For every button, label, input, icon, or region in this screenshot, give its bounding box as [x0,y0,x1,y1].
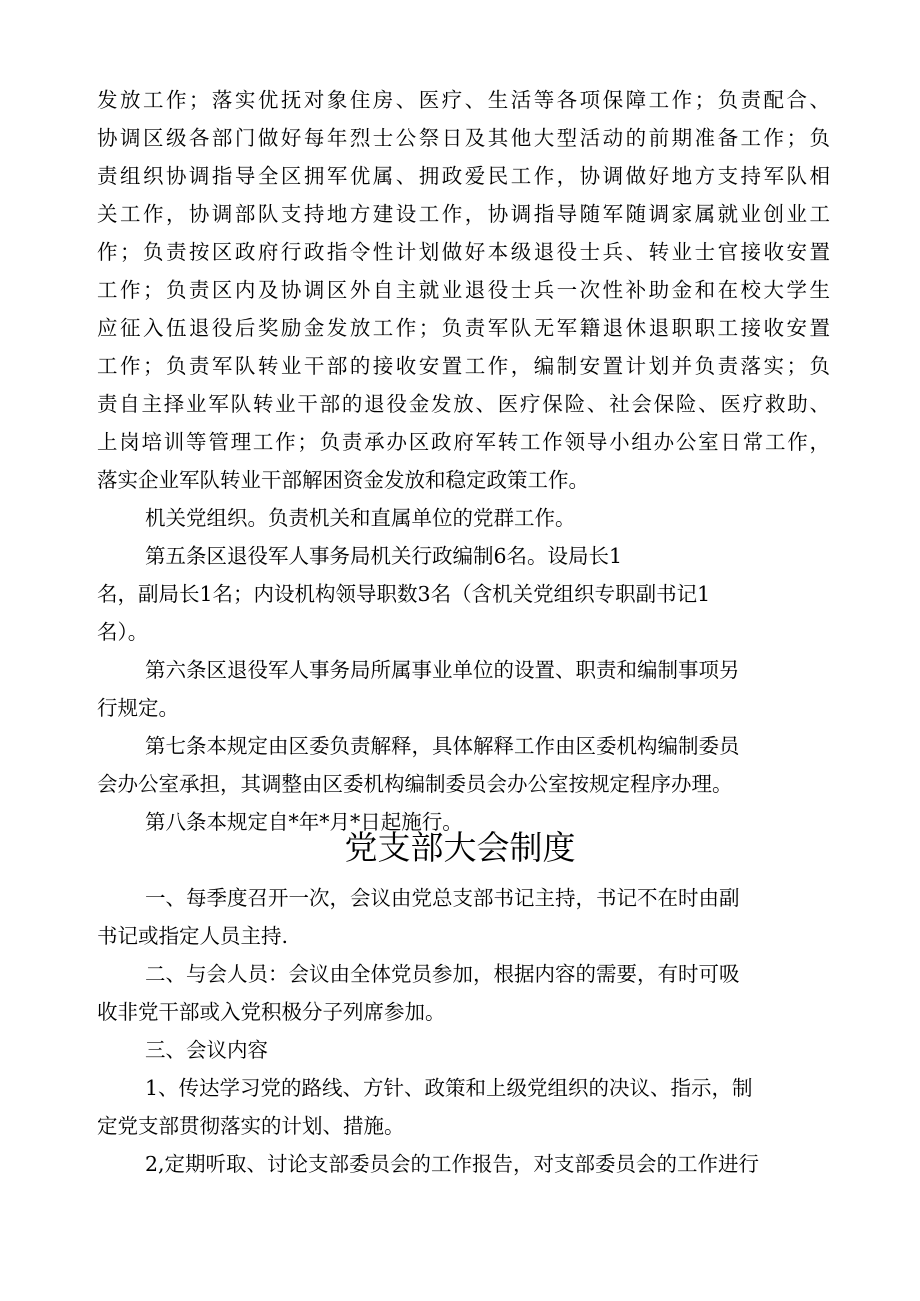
continuation-line-11: 落实企业军队转业干部解困资金发放和稳定政策工作。 [97,468,589,492]
continuation-line-5: 作；负责按区政府行政指令性计划做好本级退役士兵、转业士官接收安置 [97,240,830,264]
article6-line-1: 第六条区退役军人事务局所属事业单位的设置、职责和编制事项另 [145,658,740,682]
article5-line-1: 第五条区退役军人事务局机关行政编制6名。设局长1 [145,544,623,568]
section1-line-1: 一、每季度召开一次，会议由党总支部书记主持，书记不在时由副 [145,886,740,910]
continuation-line-7: 应征入伍退役后奖励金发放工作；负责军队无军籍退休退职职工接收安置 [97,316,830,340]
item1-line-1: 1、传达学习党的路线、方针、政策和上级党组织的决议、指示，制 [145,1076,753,1100]
continuation-line-3: 责组织协调指导全区拥军优属、拥政爱民工作，协调做好地方支持军队相 [97,164,830,188]
section2-line-2: 收非党干部或入党积极分子列席参加。 [97,1000,446,1024]
article6-line-2: 行规定。 [97,696,179,720]
section1-line-2: 书记或指定人员主持. [97,924,289,948]
section2-line-1: 二、与会人员：会议由全体党员参加，根据内容的需要，有时可吸 [145,962,740,986]
article8-line: 第八条本规定自*年*月*日起施行。 [145,810,463,834]
item1-line-2: 定党支部贯彻落实的计划、措施。 [97,1114,405,1138]
continuation-line-2: 协调区级各部门做好每年烈士公祭日及其他大型活动的前期准备工作；负 [97,126,830,150]
continuation-line-6: 工作；负责区内及协调区外自主就业退役士兵一次性补助金和在校大学生 [97,278,830,302]
item2-line-1: 2,定期听取、讨论支部委员会的工作报告，对支部委员会的工作进行 [145,1152,760,1176]
continuation-line-1: 发放工作；落实优抚对象住房、医疗、生活等各项保障工作；负责配合、 [97,88,830,112]
continuation-line-9: 责自主择业军队转业干部的退役金发放、医疗保险、社会保险、医疗救助、 [97,392,830,416]
continuation-line-10: 上岗培训等管理工作；负责承办区政府军转工作领导小组办公室日常工作， [97,430,830,454]
document-title: 党支部大会制度 [344,828,576,867]
article7-line-2: 会办公室承担，其调整由区委机构编制委员会办公室按规定程序办理。 [97,772,733,796]
article5-line-2: 名，副局长1名；内设机构领导职数3名（含机关党组织专职副书记1 [97,582,711,606]
continuation-line-4: 关工作，协调部队支持地方建设工作，协调指导随军随调家属就业创业工 [97,202,830,226]
section3-heading: 三、会议内容 [145,1038,268,1062]
party-org-paragraph: 机关党组织。负责机关和直属单位的党群工作。 [145,506,576,530]
article7-line-1: 第七条本规定由区委负责解释，具体解释工作由区委机构编制委员 [145,734,740,758]
article5-line-3: 名）。 [97,620,149,644]
continuation-line-8: 工作；负责军队转业干部的接收安置工作，编制安置计划并负责落实；负 [97,354,830,378]
